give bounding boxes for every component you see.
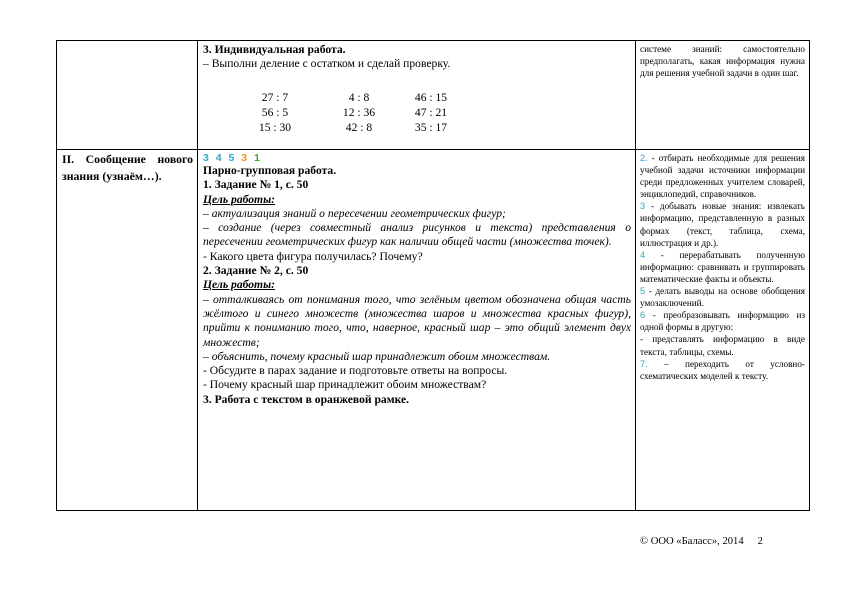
activity-number: 1 (254, 152, 262, 164)
task1-heading: 1. Задание № 1, с. 50 (203, 178, 309, 192)
division-example: 56 : 5 (261, 106, 289, 119)
table-row (57, 150, 810, 511)
division-example: 42 : 8 (345, 121, 373, 135)
division-example: 35 : 17 (414, 121, 448, 135)
skill-number: 5 (640, 286, 646, 297)
skill-number: 3 (640, 201, 646, 212)
stage-cell (57, 41, 198, 150)
division-example: 15 : 30 (258, 121, 292, 135)
skill-number: 6 (640, 310, 646, 321)
skill-item (640, 152, 805, 200)
text-work-heading: 3. Работа с текстом в оранжевой рамке. (203, 392, 410, 406)
skill-item (640, 358, 805, 382)
skill-text: - представлять информацию в виде текста, таблицы, схемы. (640, 334, 805, 357)
division-examples (228, 90, 631, 136)
skill-text: - преобразовывать информацию из одной формы в другую: (640, 310, 805, 333)
division-example: 27 : 7 (261, 90, 289, 104)
division-example: 46 : 15 (414, 90, 448, 104)
copyright: © ООО «Баласс», 2014 (640, 536, 744, 547)
goal-item: – актуализация знаний о пересечении геометрических фигур; (203, 206, 506, 220)
activity-cell (198, 150, 636, 511)
individual-work-heading: 3. Индивидуальная работа. (203, 43, 346, 56)
skill-text: - перерабатывать полученную информацию: сравнивать и группировать математические факты и объекты. (640, 249, 805, 284)
skill-number: 2. (640, 153, 648, 163)
stage-title: II. Сообщение нового знания (узнаём…). (62, 152, 193, 183)
page-footer (640, 536, 763, 547)
task2-heading: 2. Задание № 2, с. 50 (203, 264, 309, 278)
goal-item: – отталкиваясь от понимания того, что зелёным цветом обозначена общая часть жёлтого и синего множеств (множества шаров и множества красных фигур), прийти к пониманию того, что, наверное, красный шар – это общий элемент двух множеств; (203, 292, 631, 349)
division-task: – Выполни деление с остатком и сделай проверку. (203, 57, 451, 71)
division-example: 4 : 8 (348, 90, 370, 104)
goal-item: – создание (через совместный анализ рисунков и текста) представления о пересечении геометрических фигур как наличии общей части (множества точек). (203, 221, 631, 249)
activity-number: 3 (241, 152, 250, 164)
goal-item: – объяснить, почему красный шар принадлежит обоим множествам. (203, 349, 551, 363)
skills-cell (636, 41, 810, 150)
skill-number: 4 (640, 249, 646, 260)
division-example: 47 : 21 (414, 106, 448, 119)
activity-number: 5 (228, 152, 237, 164)
skills-cell (636, 150, 810, 511)
goal-label: Цель работы: (203, 278, 275, 292)
stage-cell (57, 150, 198, 511)
skill-number: 7. (640, 358, 648, 369)
skill-item (640, 309, 805, 333)
goal-label: Цель работы: (203, 192, 275, 206)
skill-item (640, 285, 805, 309)
skill-text: – переходить от условно-схематических моделей к тексту. (640, 358, 805, 381)
question: - Какого цвета фигура получилась? Почему? (203, 249, 423, 263)
activity-number: 3 (203, 152, 211, 164)
activity-number: 4 (215, 152, 224, 164)
lesson-table (56, 40, 810, 511)
pair-work-heading: Парно-групповая работа. (203, 164, 337, 177)
page-number: 2 (757, 536, 763, 547)
activity-cell (198, 41, 636, 150)
question: - Почему красный шар принадлежит обоим множествам? (203, 378, 487, 392)
skills-text: системе знаний: самостоятельно предполагать, какая информация нужна для решения учебной задачи в один шаг. (640, 44, 805, 79)
skill-text: - добывать новые знания: извлекать информацию, представленную в разных формах (текст, таблица, схема, иллюстрация и др.). (640, 201, 805, 248)
skill-item (640, 200, 805, 248)
table-row (57, 41, 810, 150)
division-example: 12 : 36 (342, 106, 376, 119)
skill-item (640, 249, 805, 285)
skill-text: - отбирать необходимые для решения учебной задачи источники информации среди предложенных учителем словарей, энциклопедий, справочников. (640, 153, 805, 200)
skill-text: - делать выводы на основе обобщения умозаключений. (640, 286, 805, 309)
instruction: - Обсудите в парах задание и подготовьте ответы на вопросы. (203, 364, 508, 378)
skill-item (640, 333, 805, 357)
activity-numbers (203, 152, 631, 164)
